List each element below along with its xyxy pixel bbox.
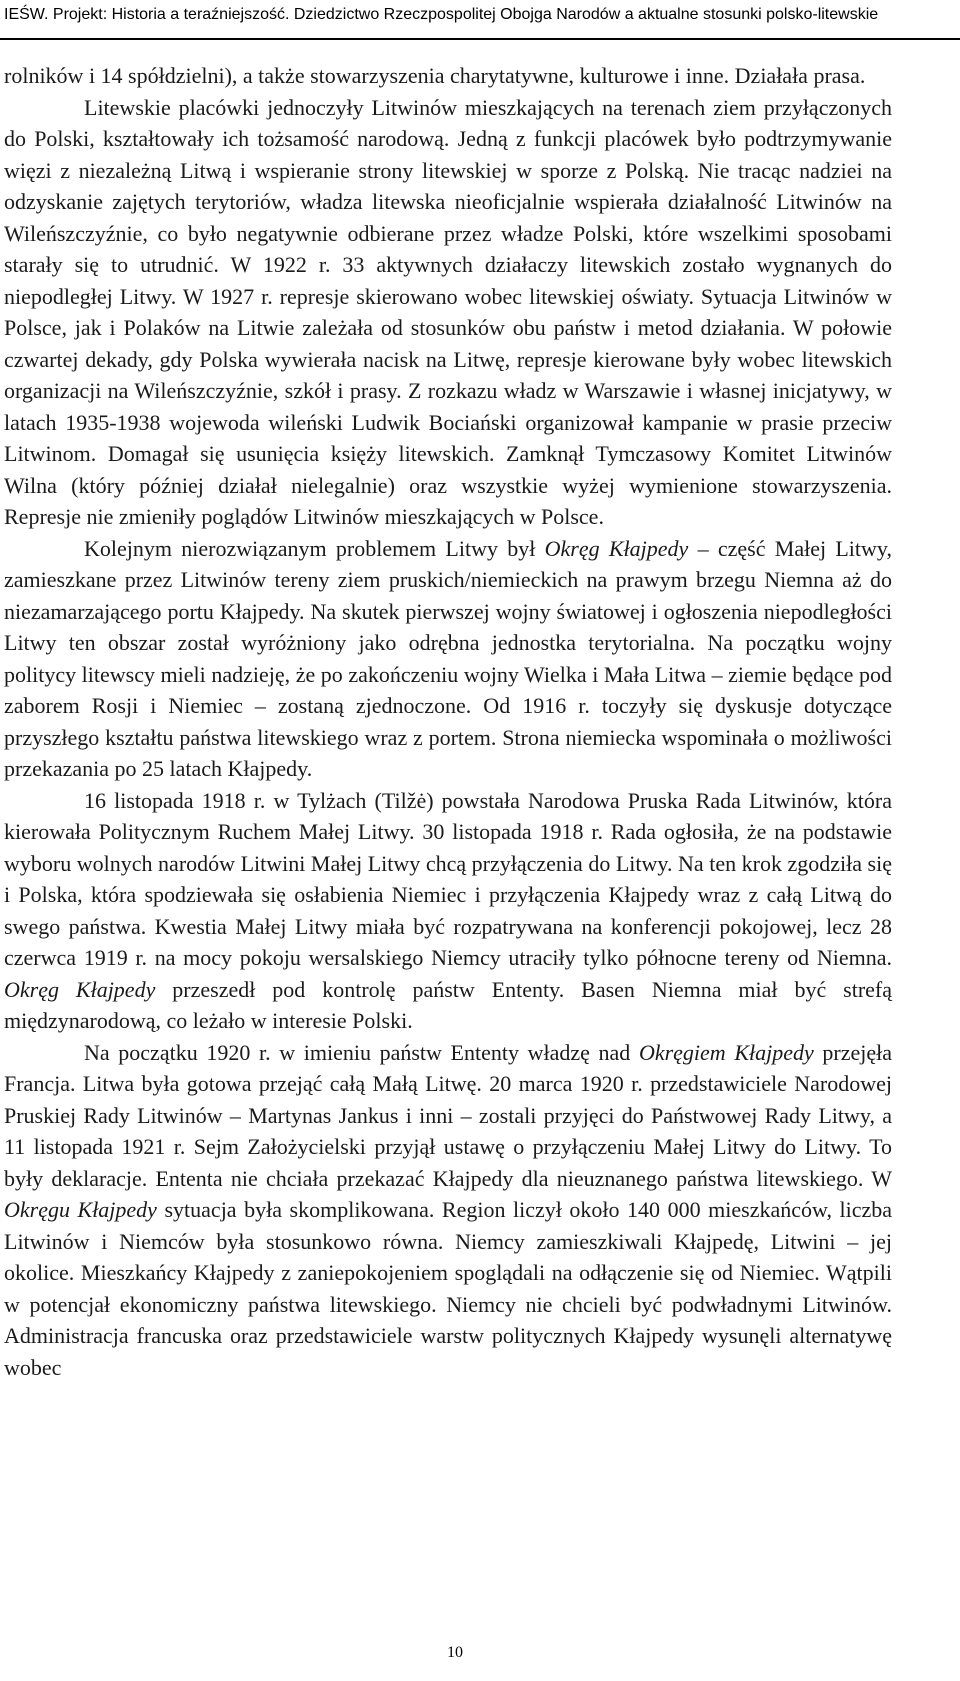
italic-term: Okręg Kłajpedy <box>544 535 689 561</box>
paragraph-1 <box>4 60 892 92</box>
text-run: Kolejnym nierozwiązanym problemem Litwy był <box>84 535 545 561</box>
text-run: Litewskie placówki jednoczyły Litwinów mieszkających na terenach ziem przyłączonych do Polski, kształtowały ich tożsamość narodową. Jedną z funkcji placówek było podtrzymywanie więzi z niezależną Litwą i wspieranie strony litewskiej w sporze z Polską. Nie tracąc nadziei na odzyskanie zajętych terytoriów, władza litewska nieoficjalnie wspierała działalność Litwinów na Wileńszczyźnie, co było negatywnie odbierane przez władze Polski, które wszelkimi sposobami starały się to utrudnić. W 1922 r. 33 aktywnych działaczy litewskich zostało wygnanych do niepodległej Litwy. W 1927 r. represje skierowano wobec litewskiej oświaty. Sytuacja Litwinów w Polsce, jak i Polaków na Litwie zależała od stosunków obu państw i metod działania. W połowie czwartej dekady, gdy Polska wywierała nacisk na Litwę, represje kierowane były wobec litewskich organizacji na Wileńszczyźnie, szkół i prasy. Z rozkazu władz w Warszawie i własnej inicjatywy, w latach 1935-1938 wojewoda wileński Ludwik Bociański organizował kampanie w prasie przeciw Litwinom. Domagał się usunięcia księży litewskich. Zamknął Tymczasowy Komitet Litwinów Wilna (który później działał nielegalnie) oraz wszystkie wyżej wymienione stowarzyszenia. Represje nie zmieniły poglądów Litwinów mieszkających w Polsce. <box>4 94 892 529</box>
text-run: Na początku 1920 r. w imieniu państw Ententy władzę nad <box>84 1039 639 1065</box>
text-run: 16 listopada 1918 r. w Tylżach (Tilžė) powstała Narodowa Pruska Rada Litwinów, która kierowała Politycznym Ruchem Małej Litwy. 30 listopada 1918 r. Rada ogłosiła, że na podstawie wyboru wolnych narodów Litwini Małej Litwy chcą przyłączenia do Litwy. Na ten krok zgodziła się i Polska, która spodziewała się osłabienia Niemiec i przyłączenia Kłajpedy wraz z całą Litwą do swego państwa. Kwestia Małej Litwy miała być rozpatrywana na konferencji pokojowej, lecz 28 czerwca 1919 r. na mocy pokoju wersalskiego Niemcy utraciły tylko północne tereny od Niemna. <box>4 787 892 970</box>
document-body <box>4 60 892 1383</box>
text-run: – część Małej Litwy, zamieszkane przez Litwinów tereny ziem pruskich/niemieckich na prawym brzegu Niemna aż do niezamarzającego portu Kłajpedy. Na skutek pierwszej wojny światowej i ogłoszenia niepodległości Litwy ten obszar został wyróżniony jako odrębna jednostka terytorialna. Na początku wojny politycy litewscy mieli nadzieję, że po zakończeniu wojny Wielka i Mała Litwa – ziemie będące pod zaborem Rosji i Niemiec – zostaną zjednoczone. Od 1916 r. toczyły się dyskusje dotyczące przyszłego kształtu państwa litewskiego wraz z portem. Strona niemiecka wspominała o możliwości przekazania po 25 latach Kłajpedy. <box>4 535 892 781</box>
italic-term: Okręgu Kłajpedy <box>4 1197 157 1222</box>
paragraph-5 <box>4 1037 892 1384</box>
text-run: przejęła Francja. Litwa była gotowa przejąć całą Małą Litwę. 20 marca 1920 r. przedstawiciele Narodowej Pruskiej Rady Litwinów – Martynas Jankus i inni – zostali przyjęci do Państwowej Rady Litwy, a 11 listopada 1921 r. Sejm Założycielski przyjął ustawę o przyłączeniu Małej Litwy do Litwy. To były deklaracje. Ententa nie chciała przekazać Kłajpedy dla nieuznanego państwa litewskiego. W <box>4 1039 893 1191</box>
header-rule <box>0 38 960 40</box>
text-run: przeszedł pod kontrolę państw Ententy. Basen Niemna miał być strefą międzynarodową, co leżało w interesie Polski. <box>4 976 893 1033</box>
paragraph-2 <box>4 92 892 533</box>
running-header: IEŚW. Projekt: Historia a teraźniejszość. Dziedzictwo Rzeczpospolitej Obojga Narodów a aktualne stosunki polsko-litewskie <box>4 6 879 23</box>
paragraph-3 <box>4 533 892 785</box>
italic-term: Okręg Kłajpedy <box>4 976 156 1002</box>
text-run: rolników i 14 spółdzielni), a także stowarzyszenia charytatywne, kulturowe i inne. Działała prasa. <box>4 63 866 88</box>
italic-term: Okręgiem Kłajpedy <box>638 1039 814 1065</box>
paragraph-4 <box>4 785 892 1037</box>
page-number: 10 <box>447 1644 463 1661</box>
text-run: sytuacja była skomplikowana. Region liczył około 140 000 mieszkańców, liczba Litwinów i Niemców była stosunkowo równa. Niemcy zamieszkiwali Kłajpedę, Litwini – jej okolice. Mieszkańcy Kłajpedy z zaniepokojeniem spoglądali na odłączenie się od Niemiec. Wątpili w potencjał ekonomiczny państwa litewskiego. Niemcy nie chcieli być podwładnymi Litwinów. Administracja francuska oraz przedstawiciele warstw politycznych Kłajpedy wysunęli alternatywę wobec <box>4 1197 893 1380</box>
